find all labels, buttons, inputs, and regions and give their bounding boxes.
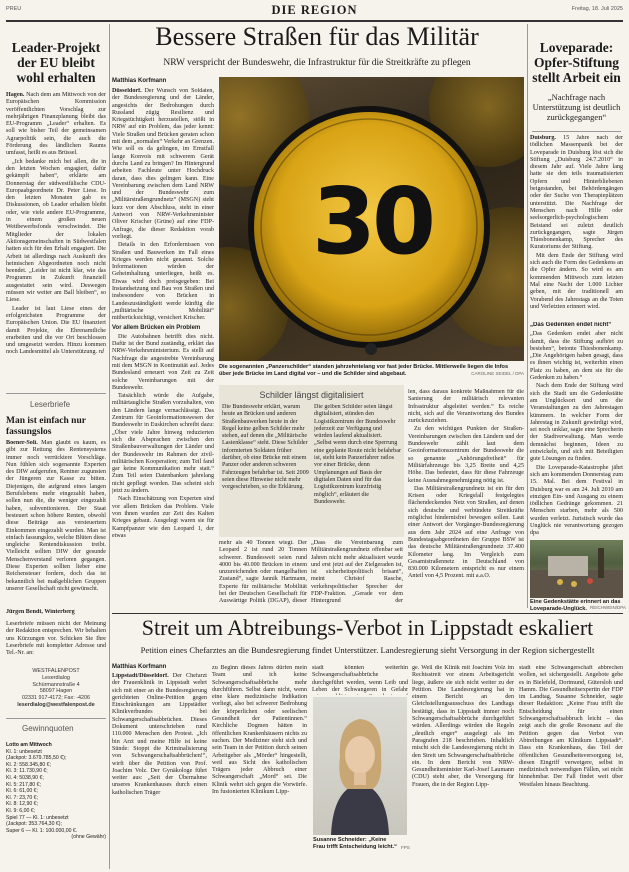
main-lower-col2: mehr als 40 Tonnen wiegt. Der Leopard 2 ist rund 20 Tonnen schwerer. Bundesweit seien rund 4000 bis 40.000 Brücken in einem unzureichenden oder mangelhaften Zustand“, sagte Jannik Hartmann, Experte für militärische Mobilität bei der Deutschen Gesellschaft für Auswärtige Politik (DGAP), dieser (219, 540, 307, 605)
main-photo (219, 77, 524, 361)
lead-place: Hagen. (6, 92, 25, 98)
letters-email[interactable]: leserdialog@westfalenpost.de (17, 701, 95, 708)
portrait-credit: FPS (401, 845, 410, 850)
divider (6, 718, 106, 719)
right-headline: Loveparade: Opfer-Stiftung stellt Arbeit ein (532, 40, 621, 85)
panzerschild-number: 30 (311, 168, 433, 275)
header-date: Freitag, 18. Juli 2025 (571, 6, 623, 12)
main-photo-credit: CAROLINE SEIDEL / DPA (471, 371, 524, 376)
bottom-headline: Streit um Abtreibungs-Verbot in Lippstadt eskaliert (141, 615, 594, 640)
main-col1: Düsseldorf. Der Wunsch von Soldaten, der Bundesregierung und der Länder, angesichts der Bedrohungen durch Russland zügig Resilienz und Kriegstüchtigkeit herzustellen, stößt in NRW auf ein Problem, das jeder kennt: Viele Straßen und Brücken geraten schon mit dem „normalen“ Verkehr an Grenzen. Wie soll es da gelingen, im Ernstfall lange Konvois mit schwerem Gerät durchs Land zu bringen? Im Hintergrund arbeiten Fachleute unter Hochdruck daran, dass dies gelingen kann. Eine Vereinbarung zwischen dem Land NRW und der Bundeswehr zum „Militärstraßengrundnetz“ (MSGN) steht kurz vor dem Abschluss, steht in einer Antwort von NRW-Verkehrsminister Oliver Krischer (Grüne) auf eine FDP-Anfrage, die dieser Redaktion vorab vorliegt. Details in den Erfordernissen von Straßen und Bauwerken im Fall eines Krieges werden nicht genannt. Solche Informationen würden der Geheimhaltung unterliegen, heißt es. Etwas wird doch preisgegeben: Bei Instandsetzung und Bau von Straßen und insbesondere von Brücken in Landeszuständigkeit werde künftig die „militärische Mobilität“ mitberücksichtigt, versichert Krischer. Vor allem Brücken ein Problem Die Autobahnen betrifft dies nicht. Dafür ist der Bund zuständig, erklärt das NRW-Verkehrsministerium. Es stellt auf Nachfrage die angestrebte Vereinbarung mit dem MSGN in Kontinuität auf. Jedes Bundesland erneuert von Zeit zu Zeit solche Vereinbarungen mit der Bundeswehr. Tatsächlich würde die Aufgabe, militärtaugliche Straßen vorzuhalten, von den Ländern lange vernachlässigt. Das Zentrum für Geoinformationswesen der Bundeswehr in Euskirchen schreibt dazu: „Über viele Jahre hinweg reduzierten sich die Absprachen zwischen den Straßenbauverwaltungen der Länder und der Bundeswehr im Rahmen der zivil-militärischen Kooperation; zum Teil fand gar keine Kommunikation mehr statt.“ Zum Teil seien Datenbanken jahrelang nicht gepflegt worden. Das scheint sich jetzt zu ändern. Nach Einschätzung von Experten sind vor allem Brücken das Problem. Viele von ihnen wurden zur Zeit des Kalten Krieges gebaut. Ausgelegt waren sie für Kampfpanzer wie den Leopard 1, der etwas (112, 88, 214, 539)
left-article-headline: Leader-Projekt der EU bleibt wohl erhalten (11, 40, 101, 85)
right-subheadline: „Nachfrage nach Unterstützung ist deutlich zurückgegangen“ (532, 92, 621, 122)
header-left-tag: PREU (6, 6, 22, 12)
main-photo-caption: Die sogenannten „Panzerschilder“ standen jahrzehntelang vor fast jeder Brücke. Mittlerweile liegen die Infos über jede Brücke im Land digital vor – und die Schilder sind abgebaut. (219, 364, 509, 377)
bottom-subheadline: Petition eines Chefarztes an die Bundesregierung findet Unterstützer. Landesregierung sieht Versorgung in der Region sichergestellt (140, 645, 595, 655)
memorial-photo (530, 540, 623, 598)
bottom-col3: stadt könnten weiterhin Schwangerschaftsabbrüche durchgeführt werden, wenn Leib und Leben der Schwangeren in Gefahr (312, 665, 408, 693)
right-photo (530, 540, 623, 598)
lotto-title: Lotto am Mittwoch (6, 742, 52, 748)
right-body-2: „Das Gedenken endet nicht“ „Das Gedenken endet aber nicht damit, dass die Stiftung aufhört zu bestehen“, betonte Thiesbonenkamp. „Die Angehörigen haben gesagt, dass es ihnen wichtig ist, weiterhin einen Platz zu haben, an dem sie für die Gedenken zu haben.“ Nach dem Ende der Stiftung wird sich die Stadt um die Gedenkstätte am Unglücksort und um die Veranstaltungen zu den Jahrestagen kümmern. In welcher Form der Jahrestag in Zukunft gewürdigt wird, sei noch unklar, sagte eine Sprecherin der Stadtverwaltung. Man werde demnächst beginnen, Ideen zu entwickeln, und sich mit Beteiligten gute Lösungen zu finden. Die Loveparade-Katastrophe jährt sich am kommenden Donnerstag zum 15. Mal. Bei dem Festival in Duisburg war es am 24. Juli 2010 am einzigen Ein- und Ausgang zu einem tödlichen Gedränge gekommen. 21 Menschen starben, mehr als 500 wurden verletzt. Juristisch wurde das Unglück nie verantwortung gezogen dpa (530, 322, 623, 537)
bottom-col4: ge. Weil die Klinik mit Joachim Volz im Rechtsstreit vor einem Arbeitsgericht liege, äußere sie sich nicht weiter zu der Petition. Die Landesregierung hat in einem Bericht an den Gleichstellungsausschuss des Landtags bestätigt, dass in Lippstadt immer noch Schwangerschaftsabbrüche durchgeführt würden. Allerdings würden die Regeln „deutlich enger“ ausgelegt als im Paragrafen 218 beschrieben. Inhaltlich mischt sich die Landesregierung nicht in den Streit um Schwangerschaftsabbrüche ein. In dem Bericht von NRW-Gesundheitsminister Karl-Josef Laumann (CDU) steht aber, die Versorgung für Frauen, die in der Region Lipp- (412, 665, 514, 788)
letters-note: Leserbriefe müssen nicht der Meinung der Redaktion entsprechen. Wir behalten uns Kürzungen vor. Schicken Sie Ihre Leserbriefe mit kompletter Adresse und Tel.-Nr. an: (6, 621, 106, 657)
letters-address: WESTFALENPOST Leserdialog Schürmannstraße 4 58097 Hagen 02331 917-4172; Fax: -4206 leserdialog@westfalenpost.de (6, 668, 106, 709)
info-box-col1: Die Bundeswehr erklärt, warum heute an Brücken und anderen Straßenbauwerken heute in der Regel keine gelben Schilder mehr stehen, auf denen die „Militärische Lastenklasse“ steht. Diese Schilder informierten Soldaten früher darüber, ob eine Brücke mit einem Panzer oder anderen schweren Fahrzeugen befahrbar ist. Seit 2009 seien diese Hinweise nicht mehr vorgeschrieben, so die Erklärung. (222, 404, 309, 491)
bottom-byline: Matthias Korfmann (112, 664, 167, 670)
portrait-photo (313, 697, 407, 835)
divider (532, 131, 621, 132)
portrait-caption: Susanne Schneider: „Keine Frau trifft Entscheidung leicht.“ (313, 837, 397, 850)
right-photo-caption: Eine Gedenkstätte erinnert an das Loveparade-Unglück. (530, 599, 621, 612)
bottom-col2: zu Beginn dieses Jahres dürfen mein Team und ich keine Schwangerschaftsabbrüche mehr durchführen. Selbst dann nicht, wenn eine klare medizinische Indikation vorliegt, also bei schwerer Bedrohung der körperlichen oder seelischen Gesundheit der Patientinnen.“ Kirchliche Dogmen hätten in öffentlichen Krankenhäusern nichts zu suchen. Der Mediziner sieht sich und sein Team in der Petition durch seinen Arbeitgeber als „Mörder“ hingestellt, weil aus Sicht des katholischen Trägers jeder Abbruch einer Schwangerschaft „Mord“ sei. Die Klinik wehrt sich gegen die Vorwürfe. Im fusionierten Klinikum Lipp- (212, 665, 307, 796)
right-body: Duisburg. 15 Jahre nach der tödlichen Massenpanik bei der Loveparade in Duisburg löst sich die Stiftung „Duisburg 24.7.2010“ in diesem Jahr auf. Viele Jahre lang hatte sie den teils traumatisierten Opfern und Hinterbliebenen beigestanden, bei Behördengängen oder der Suche von Therapieplätzen unterstützt. Die Nachfrage der Menschen nach Hilfe oder seelsorgerlich-psychologischem Beistand sei zuletzt deutlich zurückgegangen, sagte Jürgen Thiesbonenkamp, Sprecher des Kuratoriums der Stiftung. Mit dem Ende der Stiftung wird sich auch die Form des Gedenkens an die Opfer ändern. So wird es am kommenden Mittwoch zum letzten Mal eine Nacht der 1.000 Lichter geben, mit der traditionell am Vorabend des Jahrestags an die Toten und Verletzten erinnert wird. (530, 135, 623, 310)
divider (6, 393, 106, 394)
main-headline: Bessere Straßen für das Militär (155, 22, 479, 51)
bottom-col5: stadt eine Schwangerschaft abbrechen wollen, sei sichergestellt. Angebote gebe es in Bielefeld, Dortmund, Gütersloh und Hamm. Die Gesundheitsexpertin der FDP im Landtag, Susanne Schneider, sagte dieser Redaktion: „Keine Frau trifft die Entscheidung für einen Schwangerschaftsabbruch leicht – das zeigt auch die große Resonanz auf die Petition gegen das Verbot von Abtreibungen am Klinikum Lippstadt“. Dass ein Krankenhaus, das Teil der öffentlichen Gesundheitsversorgung ist, diesen Eingriff verweigere, selbst in medizinisch notwendigen Fällen, sei nicht hinnehmbar. Der Fall findet weit über Westfalen hinaus Beachtung. (519, 665, 623, 788)
lotto-list: Lotto am Mittwoch Kl. 1: unbesetzt (Jackpot: 3.679.785,50 €); Kl. 2: 558.345,80 €; Kl. 3: 11.730,90 €; Kl. 4: 5038,90 €; Kl. 5: 217,80 €; Kl. 6: 61,00 €; Kl. 7: 23,70 €; Kl. 8: 12,90 €; Kl. 9: 6,00 €; Spiel 77 — Kl. 1: unbesetzt (Jackpot: 353.764,30 €); Super 6 — Kl. 1: 100.000,00 €. (ohne Gewähr) (6, 742, 106, 841)
column-divider (527, 24, 528, 608)
bottom-rule (112, 613, 623, 614)
column-divider (109, 24, 110, 869)
main-subhead: Vor allem Brücken ein Problem (112, 324, 201, 331)
lotto-section-label: Gewinnquoten (22, 724, 74, 733)
left-article-body: Hagen. Nach dem am Mittwoch von der Europäischen Kommission veröffentlichten Vorschlag zur mehrjährigen Finanzplanung bleibt das EU-Programm „Leader“ erhalten. Es soll wie bisher Teil der gemeinsamen Agrarpolitik sein, die auch die Förderung des ländlichen Raums umfasst, heißt es aus Brüssel. „Ich bedanke mich bei allen, die in den letzten Wochen engagiert, dafür gekämpft haben“, erklärte am Donnerstag der südwestfälische CDU-Europaabgeordnete Dr. Peter Liese. In den letzten Monaten gab es Diskussionen, ob Leader erhalten bleibt oder, wie viele andere EU-Programme, in einem großen neuen Wettbewerbsfonds verschwindet. Die Mitglieder der lokalen Aktionsgemeinschaften in Südwestfalen hatten sich für den Erhalt engagiert. Die Arbeit ist allerdings nach Auskunft des heimischen Abgeordneten noch nicht beendet. „Leider ist nicht klar, wie das Programm in Zukunft finanziell ausgestattet sein wird. Deswegen müssen wir weiter am Ball bleiben“, so Liese. Leader ist laut Liese eines der erfolgreichsten Programme der Europäischen Union. Die EU finanziert damit Projekte, die Ehrenamtliche erarbeiten und die vor Ort beschlossen und umgesetzt werden. Hinzu kommen noch Landesmittel als Unterstützung. rd (6, 92, 106, 356)
main-subheadline: NRW verspricht der Bundeswehr, die Infrastruktur für die Streitkräfte zu pflegen (163, 58, 471, 68)
letters-section-label: Leserbriefe (30, 400, 71, 409)
letters-headline: Man ist einfach nur fassungslos (6, 416, 86, 437)
letters-signature: Jürgen Bendt, Winterberg (6, 609, 75, 615)
section-title: DIE REGION (271, 3, 358, 17)
letters-body: Boener-Soli. Man glaubt es kaum, es gibt zur Rettung des Rentensystems immer noch verrücktere Vorschläge. Nun fühlen sich sogenannte Experten des DIW aufgerufen, Rentner zugunsten der Jüngeren zur Kasse zu bitten. Diejenigen, die aufgrund eines langen Berufslebens mehr eingezahlt haben, sollen nun die, die weniger eingezahlt haben, subventionieren. Der Staat besteuert schon höhere Renten, obwohl diese Beiträge aus versteuertem Einkommen eingezahlt wurden. Man ist einfach fassungslos, welche Blüten diese ungleiche Rentendiskussion treibt. Vielleicht sollten DIW der gesunde Menschenverstand verloren gegangen. Diese Experten sollten lieber eine Reichensteuer fordern, doch das ist bekanntlich bei maßgeblichen Gruppen unserer Gesellschaft nicht gewünscht. (6, 440, 106, 592)
right-photo-credit: REICHWEIN/DPA (590, 605, 626, 610)
main-col4: len, dass daraus konkrete Maßnahmen für die Sanierung der militärisch relevanten Infrastruktur abgeleitet werden.“ Es reiche nicht, sich auf die Verantwortung des Bundes zurückzuziehen. Zu den wichtigen Punkten der Straßen-Vereinbarungen zwischen den Ländern und der Bundeswehr zählt laut dem Geoinformationszentrum der Bundeswehr die so genannte „Anhörungsfreiheit“ für Militärfahrzeuge bis 3,25 Breite und 4,25 Höhe. Das bedeutet, dass für diese Fahrzeuge keine Ausnahmegenehmigung nötig ist. Das Militärstraßengrundnetz ist ein für den Krisen oder Kriegsfall festgelegtes flächendeckendes Netz von Straßen, auf denen sich deutsche und verbündete Streitkräfte möglichst hindernisfrei bewegen sollen. Laut einer Antwort der Vorgänger-Bundesregierung aus dem Jahr 2024 auf eine Anfrage von Bundestagsabgeordneten der Gruppe BSW ist das deutsche Militärstraßengrundnetz 37.400 Kilometer lang. Im Vergleich zum Gesamtstraßennetz in Deutschland von 830.000 Kilometern entspricht es nur einem Anteil von 4,5 Prozent. mit a.a.O. (408, 389, 524, 580)
info-box-col2: Die gelben Schilder seien längst digitalisiert, stünden den Logistikzentrum der Bundeswehr jederzeit zur Verfügung und würden laufend aktualisiert. „Selbst wenn durch eine Sperrung eine geplante Route nicht befahrbar ist, steht kein Panzerfahrer ratlos vor einer Brücke, denn Umplanungen auf Basis der digitalen Daten sind für das Logistikzentrum kurzfristig möglich“, erläutert die Bundeswehr. (314, 404, 401, 505)
main-lower-col3: „Dass die Vereinbarung zum Militärstraßengrundnetz offenbar seit Jahren nicht mehr aktualisiert wurde und erst jetzt auf der Zielgeraden ist, ist sicherheitspolitisch brisant“, meint Christof Rasche, verkehrspolitischer Sprecher der FDP-Fraktion. „Gerade vor dem Hintergrund der (311, 540, 403, 605)
right-subhead: „Das Gedenken endet nicht“ (530, 322, 612, 328)
main-byline: Matthias Korfmann (112, 78, 167, 84)
bottom-col1: Lippstadt/Düsseldorf. Der Chefarzt der Frauenklinik in Lippstadt wehrt sich mit einer an die Bundesregierung gerichteten Online-Petition gegen Einschränkungen am Lippstädter Klinikverbundes bei Schwangerschaftsabbrüchen. Dieses Dokument unterschrieben rund 110.000 Menschen den Protest. „Ich bin Arzt und meine Hilfe ist keine Sünde: Stoppt die Kriminalisierung von Schwangerschaftsabbrüchen!“, wirft über die Petition von Prof. Joachim Volz. Der Gynäkologe führt weiter aus: „Seit der Übernahme unseres Krankenhauses durch einen katholischen Träger (112, 673, 207, 796)
info-box-title: Schilder längst digitalisiert (259, 390, 364, 400)
portrait-illustration (313, 697, 407, 835)
